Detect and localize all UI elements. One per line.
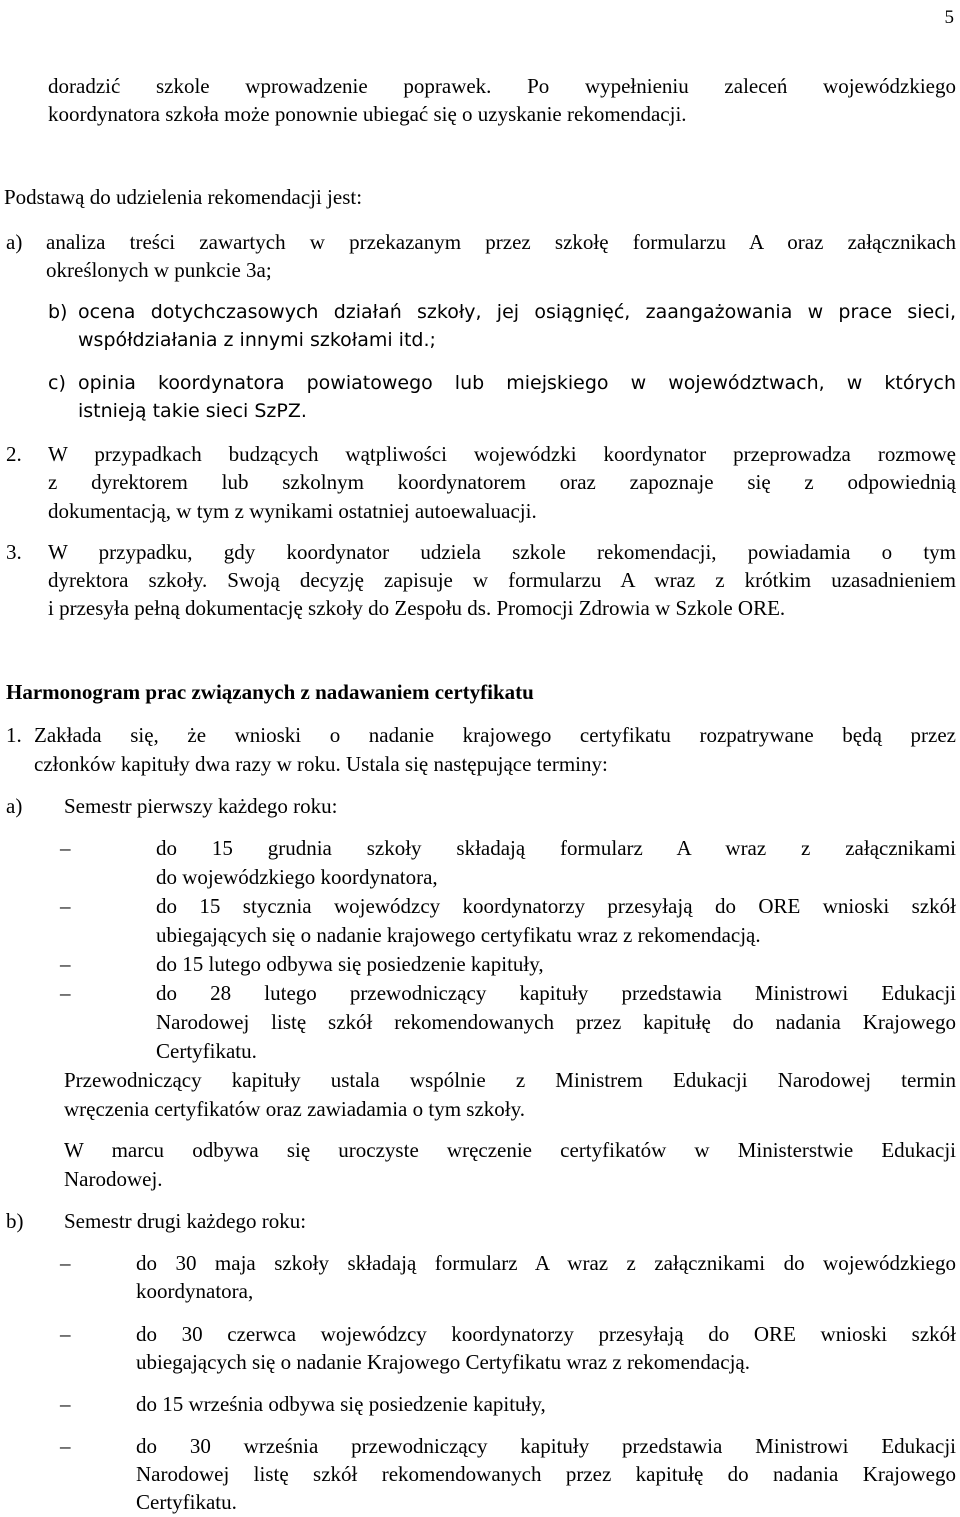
semester-b-item-4-line-3: Certyfikatu. <box>136 1490 237 1514</box>
semester-b-item-2-line-1: do 30 czerwca wojewódzcy koordynatorzy przesyłają do ORE wnioski szkół <box>136 1322 956 1346</box>
basis-item-b-label: b) <box>48 301 68 323</box>
semester-a-item-4-line-2: Narodowej listę szkół rekomendowanych przez kapitułę do nadania Krajowego <box>156 1010 956 1034</box>
basis-lead: Podstawą do udzielenia rekomendacji jest: <box>4 185 363 209</box>
semester-a-note-2-line-2: Narodowej. <box>64 1167 163 1191</box>
semester-b-dash-2: – <box>60 1322 71 1346</box>
basis-item-c-label: c) <box>48 372 66 394</box>
semester-a-item-1-line-2: do wojewódzkiego koordynatora, <box>156 865 438 889</box>
semester-b-item-1-line-2: koordynatora, <box>136 1279 254 1303</box>
semester-b-label: b) <box>6 1209 24 1233</box>
section-heading: Harmonogram prac związanych z nadawaniem certyfikatu <box>6 680 534 704</box>
semester-a-note-1-line-1: Przewodniczący kapituły ustala wspólnie z Ministrem Edukacji Narodowej termin <box>64 1068 956 1092</box>
semester-a-dash-3: – <box>60 952 71 976</box>
basis-item-a-line-2: określonych w punkcie 3a; <box>46 258 272 282</box>
semester-a-label: a) <box>6 794 23 818</box>
semester-a-dash-1: – <box>60 836 71 860</box>
basis-item-c-line-1: opinia koordynatora powiatowego lub miejskiego w województwach, w których <box>78 372 956 394</box>
semester-a-item-1-line-1: do 15 grudnia szkoły składają formularz A wraz z załącznikami <box>156 836 956 860</box>
semester-b-item-3-line-1: do 15 września odbywa się posiedzenie kapituły, <box>136 1392 546 1416</box>
semester-a-item-2-line-2: ubiegających się o nadanie krajowego certyfikatu wraz z rekomendacją. <box>156 923 761 947</box>
semester-a-item-2-line-1: do 15 stycznia wojewódzcy koordynatorzy przesyłają do ORE wnioski szkół <box>156 894 956 918</box>
semester-b-item-2-line-2: ubiegających się o nadanie Krajowego Certyfikatu wraz z rekomendacją. <box>136 1350 750 1374</box>
point-2-line-2: z dyrektorem lub szkolnym koordynatorem oraz zapoznaje się z odpowiednią <box>48 470 956 494</box>
semester-a-item-3-line-1: do 15 lutego odbywa się posiedzenie kapituły, <box>156 952 544 976</box>
semester-a-dash-4: – <box>60 981 71 1005</box>
semester-a-title: Semestr pierwszy każdego roku: <box>64 794 338 818</box>
point-2-label: 2. <box>6 442 22 466</box>
basis-item-b-line-1: ocena dotychczasowych działań szkoły, jej osiągnięć, zaangażowania w prace sieci, <box>78 301 956 323</box>
semester-a-item-4-line-3: Certyfikatu. <box>156 1039 257 1063</box>
semester-b-dash-3: – <box>60 1392 71 1416</box>
semester-a-note-2-line-1: W marcu odbywa się uroczyste wręczenie certyfikatów w Ministerstwie Edukacji <box>64 1138 956 1162</box>
point-2-line-1: W przypadkach budzących wątpliwości wojewódzki koordynator przeprowadza rozmowę <box>48 442 956 466</box>
semester-b-title: Semestr drugi każdego roku: <box>64 1209 307 1233</box>
schedule-intro-line-2: członków kapituły dwa razy w roku. Ustala się następujące terminy: <box>34 752 608 776</box>
intro-line-1: doradzić szkole wprowadzenie poprawek. Po wypełnieniu zaleceń wojewódzkiego <box>48 74 956 98</box>
semester-b-item-4-line-2: Narodowej listę szkół rekomendowanych przez kapitułę do nadania Krajowego <box>136 1462 956 1486</box>
page-number: 5 <box>944 7 954 28</box>
semester-a-item-4-line-1: do 28 lutego przewodniczący kapituły przedstawia Ministrowi Edukacji <box>156 981 956 1005</box>
semester-a-dash-2: – <box>60 894 71 918</box>
point-3-line-1: W przypadku, gdy koordynator udziela szkole rekomendacji, powiadamia o tym <box>48 540 956 564</box>
point-3-line-2: dyrektora szkoły. Swoją decyzję zapisuje w formularzu A wraz z krótkim uzasadnieniem <box>48 568 956 592</box>
schedule-intro-line-1: Zakłada się, że wnioski o nadanie krajowego certyfikatu rozpatrywane będą przez <box>34 723 956 747</box>
point-3-line-3: i przesyła pełną dokumentację szkoły do Zespołu ds. Promocji Zdrowia w Szkole ORE. <box>48 596 786 620</box>
point-2-line-3: dokumentacją, w tym z wynikami ostatniej autoewaluacji. <box>48 499 537 523</box>
intro-line-2: koordynatora szkoła może ponownie ubiegać się o uzyskanie rekomendacji. <box>48 102 687 126</box>
basis-item-a-label: a) <box>6 230 23 254</box>
schedule-intro-label: 1. <box>6 723 22 747</box>
semester-b-dash-4: – <box>60 1434 71 1458</box>
basis-item-c-line-2: istnieją takie sieci SzPZ. <box>78 400 307 422</box>
basis-item-a-line-1: analiza treści zawartych w przekazanym przez szkołę formularzu A oraz załącznikach <box>46 230 956 254</box>
semester-b-dash-1: – <box>60 1251 71 1275</box>
point-3-label: 3. <box>6 540 22 564</box>
semester-a-note-1-line-2: wręczenia certyfikatów oraz zawiadamia o tym szkoły. <box>64 1097 526 1121</box>
semester-b-item-4-line-1: do 30 września przewodniczący kapituły przedstawia Ministrowi Edukacji <box>136 1434 956 1458</box>
semester-b-item-1-line-1: do 30 maja szkoły składają formularz A wraz z załącznikami do wojewódzkiego <box>136 1251 956 1275</box>
basis-item-b-line-2: współdziałania z innymi szkołami itd.; <box>78 329 436 351</box>
